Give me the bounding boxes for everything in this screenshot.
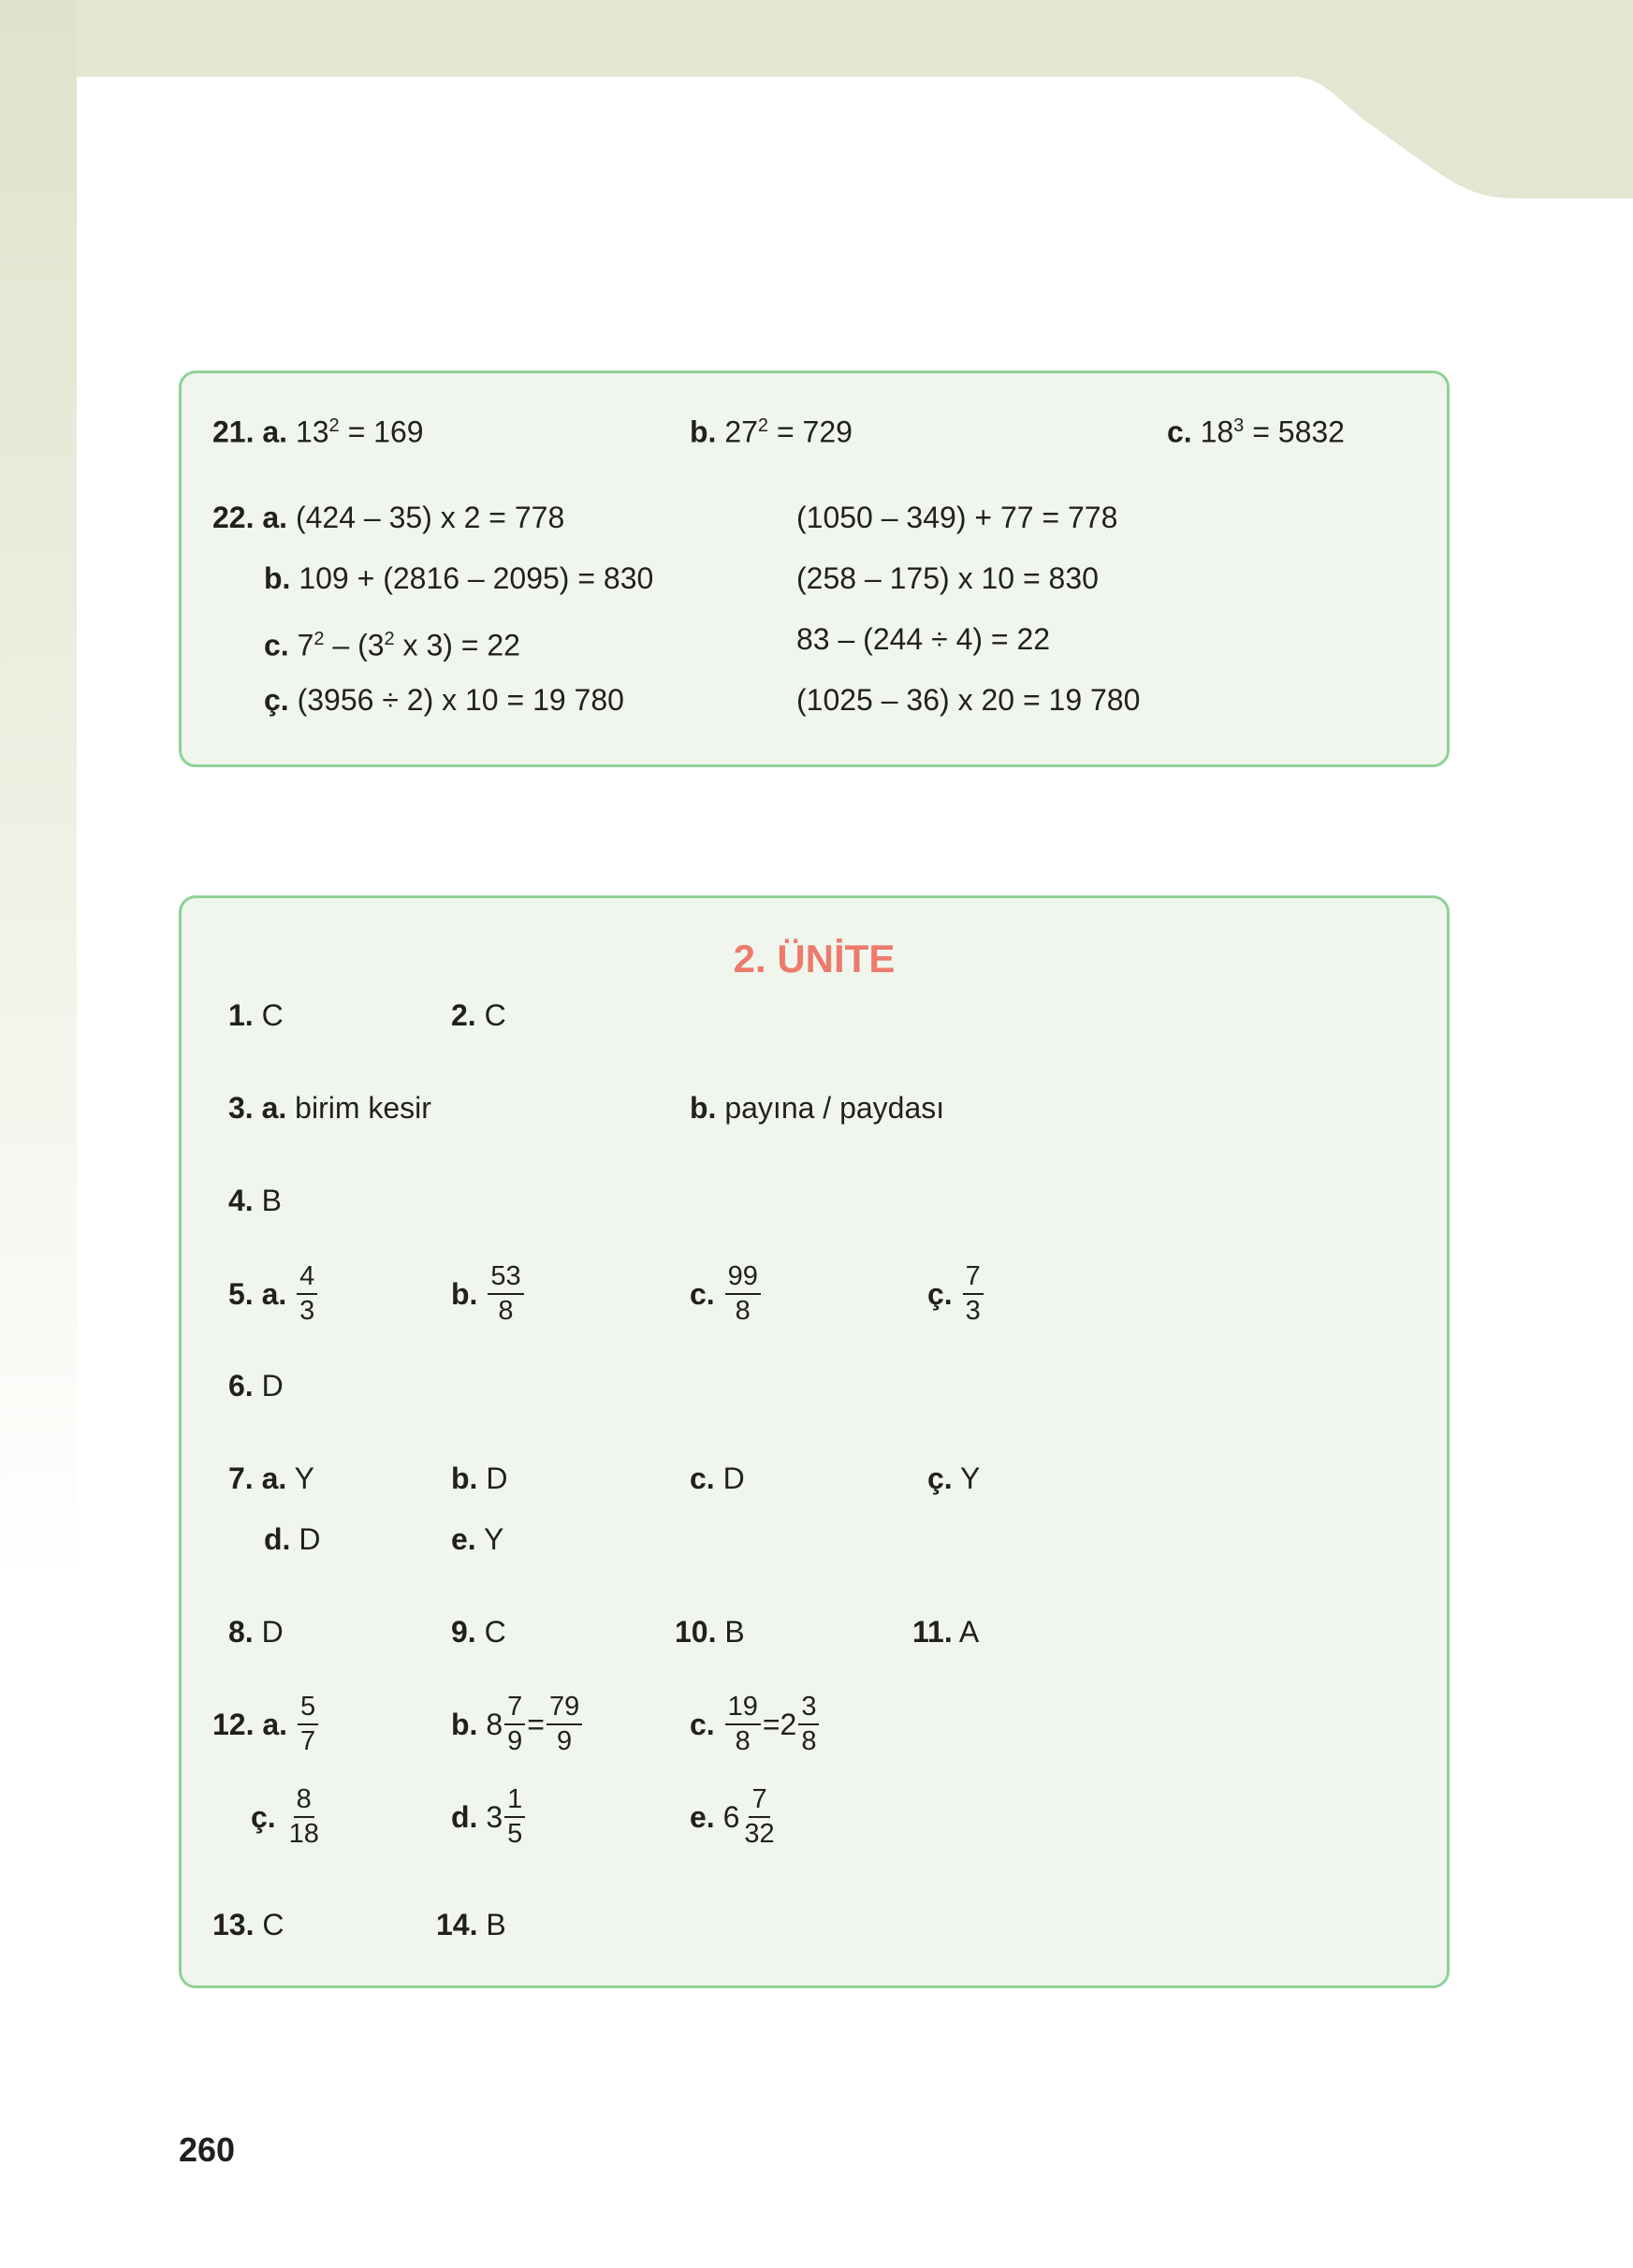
q12-c-denominator: 8	[735, 1726, 751, 1756]
q3-a-answer: birim kesir	[295, 1091, 431, 1125]
q5-b-label: b.	[451, 1277, 478, 1311]
answers-box-21-22	[179, 371, 1450, 767]
q12-a	[212, 1682, 320, 1766]
q22-cc-left	[264, 681, 624, 719]
q1-answer: C	[261, 998, 284, 1032]
q6-number: 6.	[228, 1369, 254, 1403]
q12-c-mixed-fraction	[798, 1692, 819, 1757]
q8	[228, 1613, 284, 1650]
q12-d-whole: 3	[486, 1800, 503, 1834]
q7-b-answer: D	[486, 1461, 508, 1495]
q4	[228, 1182, 282, 1219]
q12-a-numerator: 5	[298, 1692, 318, 1725]
q22-c-right-expression: 83 – (244 ÷ 4) = 22	[796, 622, 1051, 656]
q12-c-whole: 2	[780, 1708, 797, 1741]
q22-number: 22.	[212, 501, 255, 534]
q12-c-mixed-numerator: 3	[798, 1692, 819, 1725]
q10	[675, 1613, 745, 1650]
q21-b-exponent: 2	[757, 415, 769, 436]
q21-a-base: 13	[295, 414, 329, 449]
q8-number: 8.	[228, 1615, 254, 1649]
q5-number: 5.	[228, 1277, 254, 1311]
q7-a	[228, 1460, 314, 1497]
q5-b-denominator: 8	[498, 1296, 514, 1326]
q21-b-label: b.	[690, 414, 717, 449]
q21-c-base: 18	[1200, 414, 1234, 449]
q7-c	[690, 1460, 745, 1497]
q10-number: 10.	[675, 1615, 717, 1649]
q12-c-equals: =	[762, 1708, 780, 1741]
q21-c	[1167, 407, 1345, 451]
q7-number: 7.	[228, 1461, 254, 1495]
q5-b-fraction	[488, 1261, 523, 1327]
q3-a	[228, 1089, 431, 1127]
q12-c-label: c.	[690, 1708, 715, 1741]
q9-number: 9.	[451, 1615, 476, 1649]
q3-number: 3.	[228, 1091, 254, 1125]
q14	[436, 1906, 506, 1943]
q21-c-exponent: 3	[1233, 415, 1245, 436]
q12-d-denominator: 5	[507, 1819, 523, 1849]
q8-answer: D	[261, 1615, 284, 1649]
q12-c-mixed-denominator: 8	[801, 1726, 817, 1756]
q11	[912, 1613, 979, 1650]
q12-d	[451, 1775, 527, 1859]
q22-c-term1: 7	[297, 628, 314, 662]
q1	[228, 996, 284, 1034]
q21-a-exponent: 2	[328, 415, 340, 436]
q22-c-term2-exponent: 2	[384, 629, 395, 649]
q12-b-numerator: 7	[504, 1692, 525, 1725]
q5-a-label: a.	[261, 1277, 287, 1311]
q12-e-label: e.	[690, 1800, 715, 1834]
q22-c-label: c.	[264, 628, 289, 662]
q12-number: 12.	[212, 1708, 255, 1741]
page-number: 260	[179, 2130, 236, 2169]
q7-c-answer: D	[722, 1461, 745, 1495]
q7-cc-answer: Y	[960, 1461, 981, 1495]
q5-cc-numerator: 7	[963, 1261, 984, 1295]
q12-cc	[251, 1775, 324, 1859]
q12-e-fraction	[741, 1784, 777, 1850]
q6-answer: D	[261, 1369, 284, 1403]
q3-b-answer: payına / paydası	[724, 1091, 945, 1125]
q12-cc-label: ç.	[251, 1800, 276, 1834]
q22-b-left	[264, 560, 653, 597]
q7-d-label: d.	[264, 1522, 291, 1556]
q12-c-fraction	[725, 1692, 761, 1757]
q9-answer: C	[484, 1615, 506, 1649]
q22-a-left	[212, 499, 564, 536]
unit-title: 2. ÜNİTE	[733, 937, 896, 981]
q7-d	[264, 1520, 320, 1558]
corner-tab-decoration	[1301, 0, 1633, 198]
q22-a-right-expression: (1050 – 349) + 77 = 778	[796, 501, 1118, 534]
q6	[228, 1367, 284, 1404]
q7-d-answer: D	[299, 1522, 321, 1556]
q12-e-numerator: 7	[749, 1784, 769, 1818]
q22-a-label: a.	[262, 501, 288, 534]
q3-b-label: b.	[690, 1091, 717, 1125]
q12-b-denominator: 9	[507, 1726, 523, 1756]
q13	[212, 1906, 284, 1943]
q22-b-label: b.	[264, 561, 291, 595]
q4-answer: B	[261, 1184, 282, 1217]
q21-c-label: c.	[1167, 414, 1192, 449]
q21-a	[212, 407, 424, 451]
q1-number: 1.	[228, 998, 254, 1032]
q7-b	[451, 1460, 507, 1497]
q12-b-fraction	[504, 1692, 525, 1757]
q5-cc-label: ç.	[927, 1277, 953, 1311]
q12-b-improper-denominator: 9	[557, 1726, 573, 1756]
q7-e-label: e.	[451, 1522, 476, 1556]
q12-b	[451, 1682, 584, 1766]
q12-a-fraction	[298, 1692, 318, 1757]
q5-cc-denominator: 3	[965, 1296, 981, 1326]
q11-number: 11.	[912, 1615, 953, 1649]
q7-e	[451, 1520, 503, 1558]
q7-cc	[927, 1460, 980, 1497]
q12-c	[690, 1682, 821, 1766]
q5-b-numerator: 53	[488, 1261, 523, 1295]
q5-cc-fraction	[963, 1261, 984, 1327]
q2	[451, 996, 506, 1034]
q2-answer: C	[484, 998, 506, 1032]
q12-e-whole: 6	[722, 1800, 740, 1834]
q12-e-denominator: 32	[744, 1819, 775, 1849]
q5-c-label: c.	[690, 1277, 715, 1311]
q21-b	[690, 407, 853, 451]
q12-b-equals: =	[527, 1708, 545, 1741]
q10-answer: B	[724, 1615, 745, 1649]
q21-a-label: a.	[262, 414, 288, 449]
q7-a-label: a.	[261, 1461, 287, 1495]
q21-number: 21.	[212, 414, 255, 449]
q5-a-fraction	[297, 1261, 317, 1327]
q7-cc-label: ç.	[927, 1461, 953, 1495]
q7-a-answer: Y	[294, 1461, 314, 1495]
q12-c-numerator: 19	[725, 1692, 761, 1725]
q5-c-fraction	[725, 1261, 761, 1327]
q13-number: 13.	[212, 1908, 255, 1941]
q21-a-result: = 169	[339, 414, 424, 449]
q14-answer: B	[486, 1908, 506, 1941]
q2-number: 2.	[451, 998, 476, 1032]
q3-b	[690, 1089, 944, 1127]
q22-c-term1-exponent: 2	[313, 629, 325, 649]
q22-cc-label: ç.	[264, 683, 289, 717]
q21-b-base: 27	[724, 414, 758, 449]
left-decorative-band	[0, 0, 77, 2268]
q22-c-term3: x 3) = 22	[394, 628, 520, 662]
q12-a-label: a.	[262, 1708, 288, 1741]
q7-c-label: c.	[690, 1461, 715, 1495]
q12-b-label: b.	[451, 1708, 478, 1741]
q5-a	[228, 1252, 319, 1336]
q22-c-term2: – (3	[324, 628, 385, 662]
q21-b-result: = 729	[768, 414, 853, 449]
q12-d-fraction	[504, 1784, 525, 1850]
q12-cc-denominator: 18	[288, 1819, 319, 1849]
q3-a-label: a.	[261, 1091, 287, 1125]
q12-cc-numerator: 8	[294, 1784, 314, 1818]
q4-number: 4.	[228, 1184, 254, 1217]
q7-b-label: b.	[451, 1461, 478, 1495]
q12-b-improper-fraction	[547, 1692, 582, 1757]
q5-c-denominator: 8	[735, 1296, 751, 1326]
q12-d-label: d.	[451, 1800, 478, 1834]
q12-cc-fraction	[286, 1784, 322, 1850]
q5-c	[690, 1252, 763, 1336]
q5-cc	[927, 1252, 985, 1336]
q22-cc-left-expression: (3956 ÷ 2) x 10 = 19 780	[297, 683, 624, 717]
q7-e-answer: Y	[484, 1522, 504, 1556]
q12-b-improper-numerator: 79	[547, 1692, 582, 1725]
q12-e	[690, 1775, 780, 1859]
q5-a-denominator: 3	[299, 1296, 315, 1326]
q22-cc-right-expression: (1025 – 36) x 20 = 19 780	[796, 683, 1141, 717]
q12-a-denominator: 7	[299, 1726, 316, 1756]
q5-a-numerator: 4	[297, 1261, 317, 1295]
q12-b-whole: 8	[486, 1708, 503, 1741]
q12-d-numerator: 1	[504, 1784, 525, 1818]
q11-answer: A	[958, 1615, 980, 1649]
q13-answer: C	[262, 1908, 284, 1941]
q22-b-right-expression: (258 – 175) x 10 = 830	[796, 561, 1099, 595]
q5-b	[451, 1252, 526, 1336]
q21-c-result: = 5832	[1244, 414, 1345, 449]
q5-c-numerator: 99	[725, 1261, 761, 1295]
q14-number: 14.	[436, 1908, 478, 1941]
q22-b-left-expression: 109 + (2816 – 2095) = 830	[299, 561, 654, 595]
answers-box-unit-2	[179, 895, 1450, 1988]
q22-c-left	[264, 620, 520, 664]
q22-a-left-expression: (424 – 35) x 2 = 778	[295, 501, 565, 534]
q9	[451, 1613, 506, 1650]
